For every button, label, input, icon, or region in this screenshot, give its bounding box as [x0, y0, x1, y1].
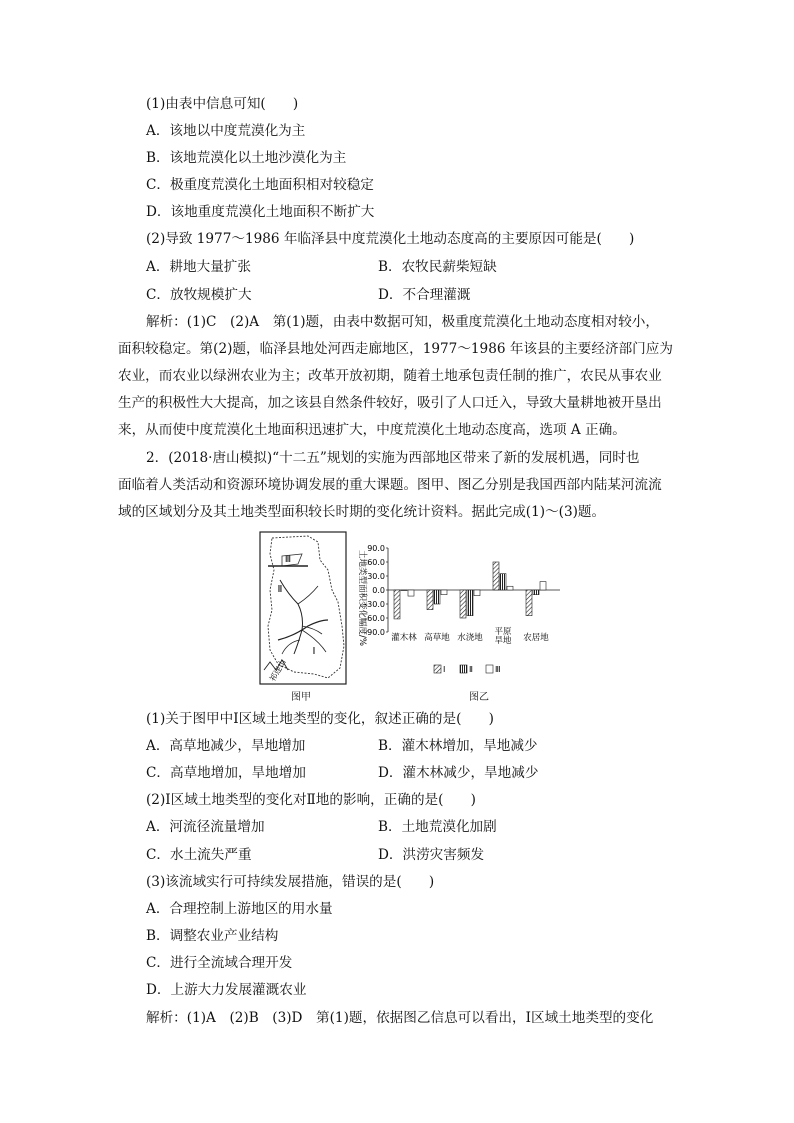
bar-0-series-1 [401, 590, 407, 591]
legend-label-0: Ⅰ [443, 665, 446, 674]
y-tick-label: 90.0 [367, 544, 385, 553]
q2-3-option-d: D．上游大力发展灌溉农业 [146, 982, 307, 998]
bar-0-series-2 [408, 590, 414, 596]
question2-intro-line-1: 2．(2018·唐山模拟)“十二五”规划的实施为西部地区带来了新的发展机遇，同时也 [146, 450, 640, 466]
q1-option-c: C．极重度荒漠化土地面积相对较稳定 [146, 177, 374, 193]
tributary-2 [302, 626, 322, 634]
region-label-iii: Ⅲ [284, 555, 292, 565]
q1-option-d: D．该地重度荒漠化土地面积不断扩大 [146, 204, 375, 220]
q2-1-option-d: D．灌木林减少，旱地减少 [378, 765, 539, 781]
basin-boundary [268, 536, 344, 678]
map-frame [260, 532, 346, 684]
q2-stem: (2)导致 1977～1986 年临泽县中度荒漠化土地动态度高的主要原因可能是( ) [146, 231, 635, 247]
legend-swatch-1 [460, 665, 467, 673]
q2-2-option-a: A．河流径流量增加 [146, 819, 265, 835]
question2-intro-line-2: 面临着人类活动和资源环境协调发展的重大课题。图甲、图乙分别是我国西部内陆某河流流 [118, 477, 662, 493]
y-tick-label: -30.0 [364, 600, 385, 609]
bar-3-series-1 [500, 574, 506, 590]
figure-a-map [258, 530, 348, 700]
category-label: 灌木林 [391, 633, 417, 643]
figure-b-caption: 图乙 [469, 692, 489, 703]
bar-2-series-0 [460, 590, 466, 618]
y-tick-label: -60.0 [364, 614, 385, 623]
category-label: 平原 [494, 627, 512, 637]
bar-0-series-0 [394, 590, 400, 619]
q2-2-stem: (2)Ⅰ区域土地类型的变化对Ⅱ地的影响，正确的是( ) [146, 792, 476, 808]
bar-4-series-1 [533, 590, 539, 595]
mountain-label: 祁连山 [267, 657, 288, 683]
analysis2-line-1: 解析：(1)A (2)B (3)D 第(1)题，依据图乙信息可以看出，Ⅰ区域土地类型的变化 [146, 1010, 654, 1026]
q2-1-option-c: C．高草地增加，旱地增加 [146, 765, 306, 781]
q2-option-c: C．放牧规模扩大 [146, 287, 252, 303]
bar-1-series-1 [434, 590, 440, 604]
bar-3-series-0 [493, 562, 499, 590]
legend-label-2: Ⅲ [495, 665, 501, 674]
analysis1-line-5: 来，从而使中度荒漠化土地面积迅速扩大，中度荒漠化土地动态度高，选项 A 正确。 [118, 422, 626, 438]
q1-stem: (1)由表中信息可知( ) [146, 96, 299, 112]
q2-option-d: D．不合理灌溉 [378, 287, 471, 303]
legend-label-1: Ⅱ [469, 665, 473, 674]
q2-option-a: A．耕地大量扩张 [146, 259, 251, 275]
category-label: 农居地 [523, 633, 549, 643]
q2-1-option-b: B．灌木林增加，旱地减少 [378, 738, 538, 754]
bar-4-series-2 [540, 582, 546, 590]
q1-option-a: A．该地以中度荒漠化为主 [146, 123, 306, 139]
category-label: 旱地 [494, 636, 512, 646]
bar-1-series-2 [441, 590, 447, 595]
q2-3-stem: (3)该流域实行可持续发展措施，错误的是( ) [146, 874, 435, 890]
figure-b-svg [348, 540, 566, 688]
q2-2-option-b: B．土地荒漠化加剧 [378, 819, 497, 835]
y-tick-label: -90.0 [364, 628, 385, 637]
category-label: 高草地 [424, 633, 450, 643]
q1-option-b: B．该地荒漠化以土地沙漠化为主 [146, 150, 347, 166]
category-label: 水浇地 [457, 633, 483, 643]
bar-3-series-2 [507, 586, 513, 590]
analysis1-line-2: 面积较稳定。第(2)题，临泽县地处河西走廊地区，1977～1986 年该县的主要经济部门应为 [118, 341, 673, 357]
legend-swatch-2 [486, 665, 493, 673]
tributary-3 [282, 640, 300, 654]
bar-2-series-1 [467, 590, 473, 616]
region-label-ii: Ⅱ [277, 584, 283, 595]
bar-1-series-0 [427, 590, 433, 610]
y-tick-label: 30.0 [367, 572, 385, 581]
q2-3-option-c: C．进行全流域合理开发 [146, 955, 293, 971]
analysis1-line-3: 农业，而农业以绿洲农业为主；改革开放初期，随着土地承包责任制的推广，农民从事农业 [118, 368, 662, 384]
y-tick-label: 60.0 [367, 558, 385, 567]
q2-2-option-c: C．水土流失严重 [146, 847, 252, 863]
q2-3-option-a: A．合理控制上游地区的用水量 [146, 901, 333, 917]
q2-1-stem: (1)关于图甲中Ⅰ区域土地类型的变化，叙述正确的是( ) [146, 711, 494, 727]
q2-2-option-d: D．洪涝灾害频发 [378, 847, 485, 863]
q2-3-option-b: B．调整农业产业结构 [146, 928, 279, 944]
q2-1-option-a: A．高草地减少，旱地增加 [146, 738, 306, 754]
y-axis-title: 土地类型面积变化幅度/% [357, 550, 367, 646]
y-tick-label: 0.0 [372, 586, 385, 595]
analysis1-line-4: 生产的积极性大大提高，加之该县自然条件较好，吸引了人口迁入，导致大量耕地被开垦出 [118, 395, 662, 411]
legend-swatch-0 [434, 665, 441, 673]
figure-a-caption: 图甲 [291, 692, 311, 703]
bar-4-series-0 [526, 590, 532, 616]
figure-a-svg [258, 530, 348, 700]
region-label-i: Ⅰ [312, 646, 316, 657]
q2-option-b: B．农牧民薪柴短缺 [378, 259, 497, 275]
bar-2-series-2 [474, 590, 480, 596]
question2-intro-line-3: 域的区域划分及其土地类型面积较长时期的变化统计资料。据此完成(1)～(3)题。 [118, 504, 606, 520]
analysis1-line-1: 解析：(1)C (2)A 第(1)题，由表中数据可知，极重度荒漠化土地动态度相对较小， [146, 314, 659, 330]
figure-b-chart [348, 540, 566, 688]
tributary-1 [298, 586, 318, 604]
